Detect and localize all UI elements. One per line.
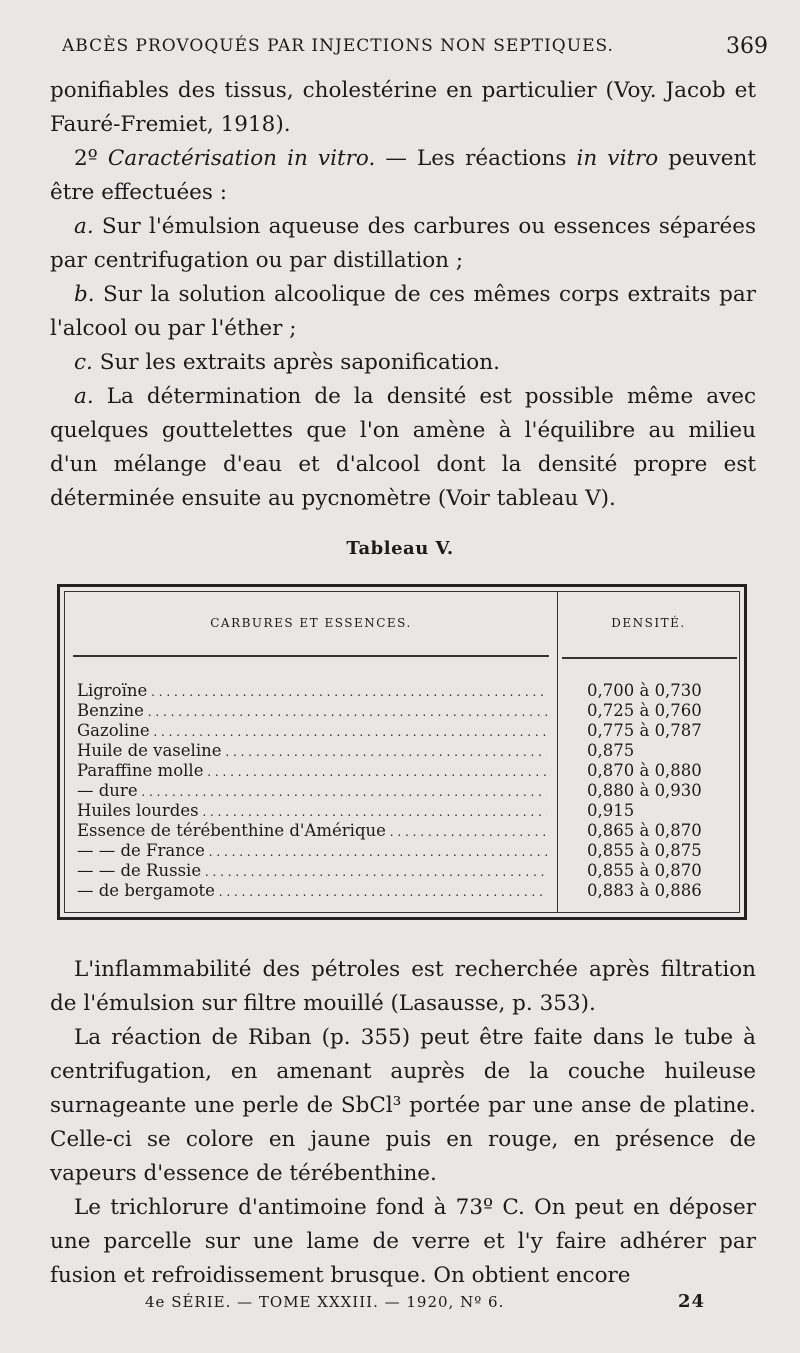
row-density: 0,725 à 0,760 (587, 701, 702, 720)
list-item-c (50, 346, 756, 380)
paragraph-text: La détermination de la densité est possible même avec quelques gouttelettes que l'on amène à l'équilibre au milieu d'un mélange d'eau et d'alcool dont la densité propre est déterminée ensuite au pycnomètre (Voir tableau V). (50, 384, 756, 511)
row-density: 0,915 (587, 801, 635, 820)
header-title: ABCÈS PROVOQUÉS PAR INJECTIONS NON SEPTIQUES. (62, 36, 614, 56)
leader-dots (386, 821, 547, 840)
paragraph-caracterisation (50, 142, 756, 210)
header-rule-right (562, 657, 737, 659)
leader-dots (205, 841, 547, 860)
section-number: 2º (74, 146, 108, 171)
table-row (77, 781, 547, 801)
table-row (77, 761, 547, 781)
row-density: 0,883 à 0,886 (587, 881, 702, 900)
row-density: 0,700 à 0,730 (587, 681, 702, 700)
table-row (77, 701, 547, 721)
row-label: Ligroïne (77, 681, 148, 700)
body-text-bottom (50, 953, 756, 1293)
leader-dots (222, 741, 548, 760)
header-rule-left (73, 655, 549, 657)
footer-series: 4e SÉRIE. — TOME XXXIII. — 1920, Nº 6. (145, 1293, 505, 1311)
row-label: — — de Russie (77, 861, 202, 880)
leader-dots (144, 701, 547, 720)
list-text: Sur l'émulsion aqueuse des carbures ou essences séparées par centrifugation ou par distillation ; (50, 214, 756, 273)
list-text: Sur les extraits après saponification. (92, 350, 500, 375)
leader-dots (138, 781, 547, 800)
column-divider (557, 592, 558, 912)
list-text: Sur la solution alcoolique de ces mêmes corps extraits par l'alcool ou par l'éther ; (50, 282, 756, 341)
table-row (77, 741, 547, 761)
leader-dots (150, 721, 547, 740)
list-label: a. (74, 384, 94, 409)
section-title: Caractérisation in vitro. (107, 146, 376, 171)
signature-mark: 24 (677, 1291, 705, 1312)
row-label: Paraffine molle (77, 761, 204, 780)
paragraph-riban: La réaction de Riban (p. 355) peut être faite dans le tube à centrifugation, en amenant auprès de la couche huileuse surnageante une perle de SbCl³ portée par une anse de platine. Celle-ci se colore en jaune puis en rouge, en présence de vapeurs d'essence de térébenthine. (50, 1025, 756, 1186)
row-label: — de bergamote (77, 881, 215, 900)
row-label: Gazoline (77, 721, 150, 740)
row-label: Huiles lourdes (77, 801, 199, 820)
row-density: 0,775 à 0,787 (587, 721, 702, 740)
row-density: 0,855 à 0,875 (587, 841, 702, 860)
row-label: Huile de vaseline (77, 741, 222, 760)
paragraph-trichlorure: Le trichlorure d'antimoine fond à 73º C. On peut en déposer une parcelle sur une lame de verre et l'y faire adhérer par fusion et refroidissement brusque. On obtient encore (50, 1195, 756, 1288)
leader-dots (199, 801, 547, 820)
row-label: Essence de térébenthine d'Amérique (77, 821, 386, 840)
table-values (587, 681, 747, 901)
table-row (77, 681, 547, 701)
leader-dots (215, 881, 547, 900)
paragraph-densite (50, 380, 756, 516)
table-row (77, 821, 547, 841)
table-row (77, 841, 547, 861)
leader-dots (203, 761, 547, 780)
table-row (77, 881, 547, 901)
column-header-densite: DENSITÉ. (611, 616, 686, 630)
page-number: 369 (726, 34, 768, 59)
body-text-top (50, 74, 756, 516)
list-label: c. (74, 350, 93, 375)
density-table (57, 584, 747, 920)
list-label: a. (74, 214, 94, 239)
row-density: 0,880 à 0,930 (587, 781, 702, 800)
italic-term: in vitro (576, 146, 659, 171)
list-item-b (50, 278, 756, 346)
leader-dots (201, 861, 547, 880)
row-density: 0,865 à 0,870 (587, 821, 702, 840)
leader-dots (147, 681, 547, 700)
list-label: b. (74, 282, 95, 307)
table-caption: Tableau V. (346, 538, 454, 559)
row-density: 0,870 à 0,880 (587, 761, 702, 780)
paragraph-text: peuvent être effectuées : (50, 146, 756, 205)
table-inner-frame (64, 591, 740, 913)
paragraph-text: — Les réactions (375, 146, 577, 171)
paragraph-continuation: ponifiables des tissus, cholestérine en particulier (Voy. Jacob et Fauré-Fremiet, 1918). (50, 78, 756, 137)
table-row (77, 861, 547, 881)
list-item-a (50, 210, 756, 278)
row-density: 0,855 à 0,870 (587, 861, 702, 880)
table-row (77, 801, 547, 821)
table-labels (77, 681, 547, 901)
table-row (77, 721, 547, 741)
paragraph-inflammabilite: L'inflammabilité des pétroles est recherchée après filtration de l'émulsion sur filtre mouillé (Lasausse, p. 353). (50, 957, 756, 1016)
row-density: 0,875 (587, 741, 635, 760)
column-header-carbures: CARBURES ET ESSENCES. (210, 616, 412, 630)
row-label: — — de France (77, 841, 205, 860)
row-label: Benzine (77, 701, 144, 720)
row-label: — dure (77, 781, 138, 800)
